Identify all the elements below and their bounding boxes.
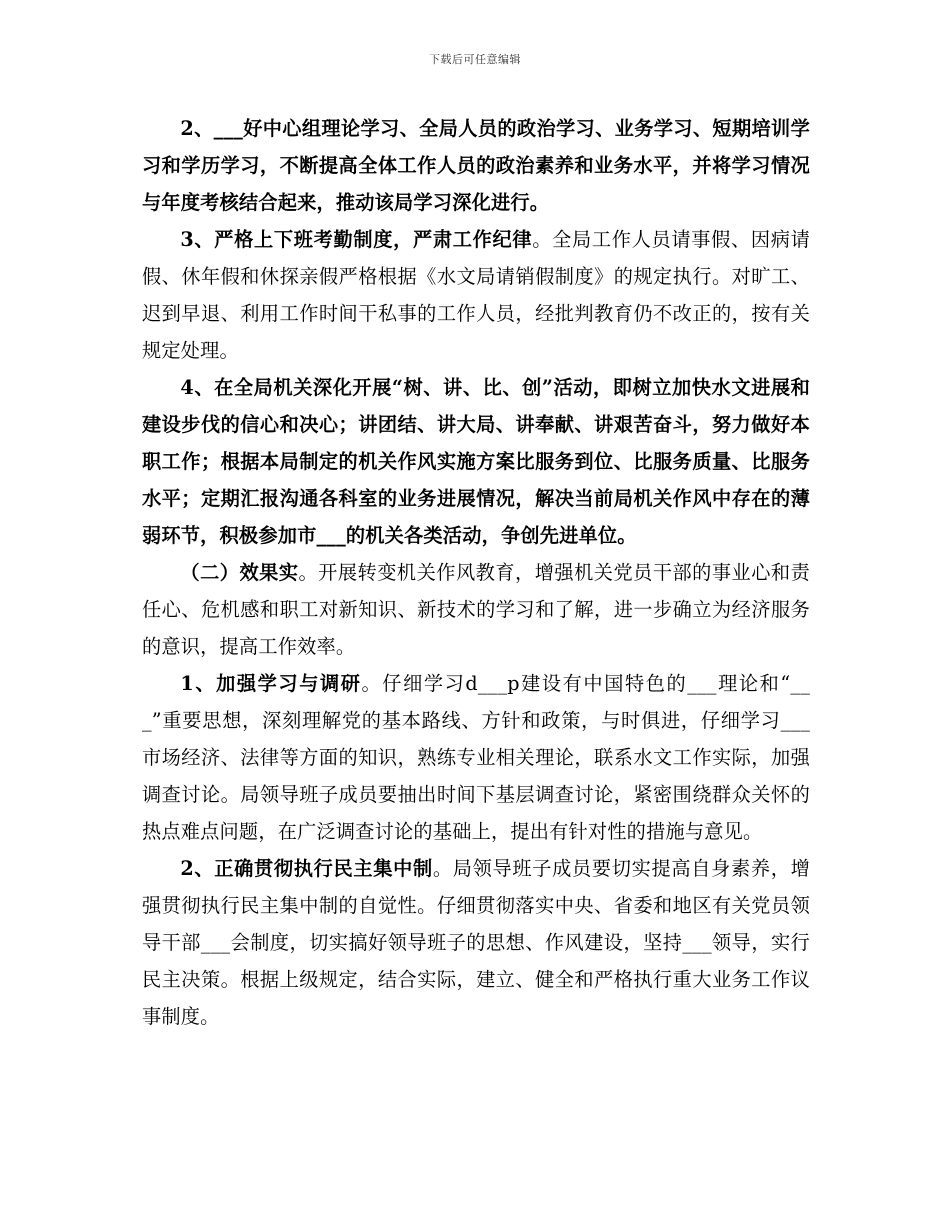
paragraph-effect-lead: （二）效果实 [180, 561, 299, 584]
paragraph-research [142, 665, 810, 850]
paragraph-democracy-body: 。局领导班子成员要切实提高自身素养，增强贯彻执行民主集中制的自觉性。仔细贯彻落实中央、省委和地区有关党员领导干部___会制度，切实搞好领导班子的思想、作风建设，坚持___领导，实行民主决策。根据上级规定，结合实际，建立、健全和严格执行重大业务工作议事制度。 [142, 857, 810, 1028]
paragraph-attendance-lead: 3、严格上下班考勤制度，严肃工作纪律 [180, 228, 533, 251]
paragraph-research-lead: 1、加强学习与调研 [180, 672, 362, 695]
paragraph-democracy [142, 850, 810, 1035]
paragraph-attendance [142, 221, 810, 369]
paragraph-effect-body: 。开展转变机关作风教育，增强机关党员干部的事业心和责任心、危机感和职工对新知识、新技术的学习和了解，进一步确立为经济服务的意识，提高工作效率。 [142, 561, 810, 658]
paragraph-attendance-body: 。全局工作人员请事假、因病请假、休年假和休探亲假严格根据《水文局请销假制度》的规定执行。对旷工、迟到早退、利用工作时间干私事的工作人员，经批判教育仍不改正的，按有关规定处理。 [142, 228, 810, 362]
page-header: 下载后可任意编辑 [429, 53, 521, 66]
paragraph-activities [142, 369, 810, 554]
paragraph-research-body: 。仔细学习d___p建设有中国特色的___理论和“___”重要思想，深刻理解党的基本路线、方针和政策，与时俱进，仔细学习___市场经济、法律等方面的知识，熟练专业相关理论，联系水文工作实际，加强调查讨论。局领导班子成员要抽出时间下基层调查讨论，紧密围绕群众关怀的热点难点问题，在广泛调查讨论的基础上，提出有针对性的措施与意见。 [142, 672, 810, 843]
paragraph-study-lead: 2、___好中心组理论学习、全局人员的政治学习、业务学习、短期培训学习和学历学习，不断提高全体工作人员的政治素养和业务水平，并将学习情况与年度考核结合起来，推动该局学习深化进行。 [142, 117, 810, 214]
paragraph-activities-lead: 4、在全局机关深化开展“树、讲、比、创”活动，即树立加快水文进展和建设步伐的信心和决心；讲团结、讲大局、讲奉献、讲艰苦奋斗，努力做好本职工作；根据本局制定的机关作风实施方案比服务到位、比服务质量、比服务水平；定期汇报沟通各科室的业务进展情况，解决当前局机关作风中存在的薄弱环节，积极参加市___的机关各类活动，争创先进单位。 [142, 376, 810, 547]
paragraph-democracy-lead: 2、正确贯彻执行民主集中制 [180, 857, 433, 880]
paragraph-study [142, 110, 810, 221]
paragraph-effect [142, 554, 810, 665]
document-body [142, 110, 810, 1035]
